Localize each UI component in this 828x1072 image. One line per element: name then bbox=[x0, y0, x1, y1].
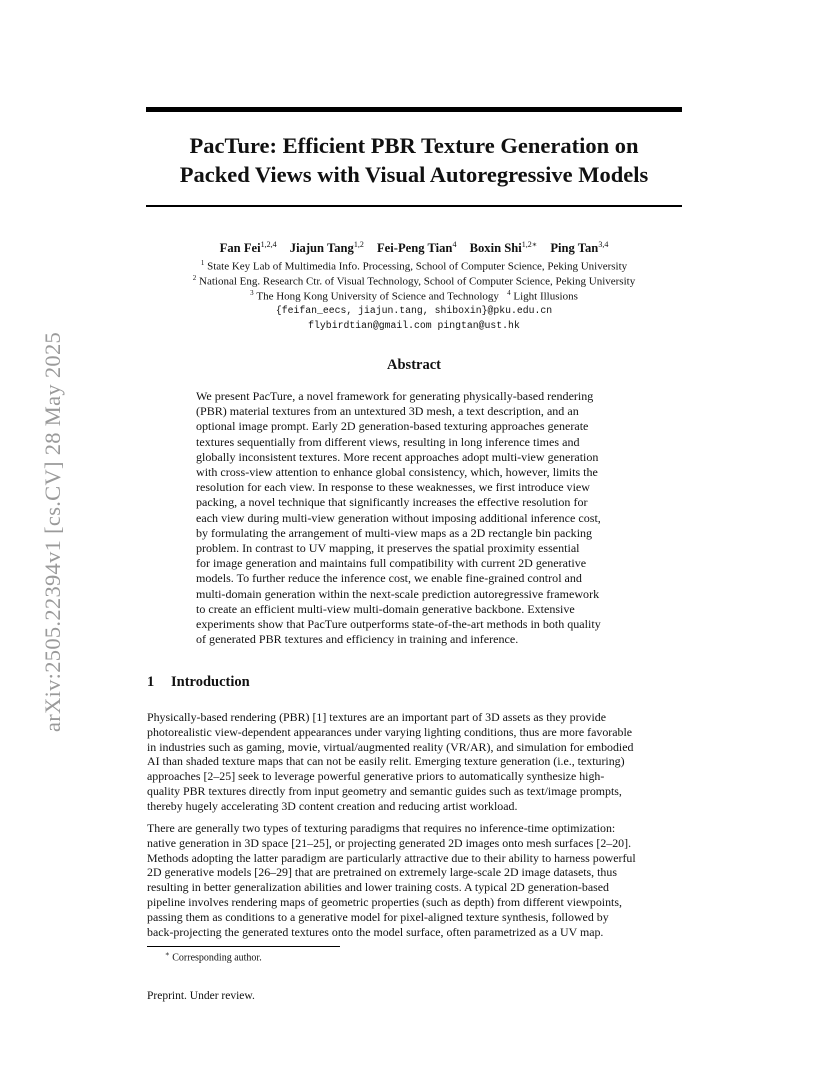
affiliation-3-4: $^3$ The Hong Kong University of Science and Technology $^4$ Light Illusions bbox=[250, 289, 578, 303]
author-emails-line-1: {feifan_eecs, jiajun.tang, shiboxin}@pku.edu.cn bbox=[275, 305, 553, 316]
paragraph-line: Physically-based rendering (PBR) [1] textures are an important part of 3D assets as they provide bbox=[147, 710, 606, 724]
abstract-line: optional image prompt. Early 2D generation-based texturing approaches generate bbox=[196, 419, 589, 434]
title-line-1: PacTure: Efficient PBR Texture Generation on bbox=[189, 133, 639, 158]
abstract-line: each view during multi-view generation without imposing additional inference cost, bbox=[196, 510, 601, 525]
affiliation-1: $^1$ State Key Lab of Multimedia Info. Processing, School of Computer Science, Peking University bbox=[200, 259, 628, 273]
paragraph-line: Methods adopting the latter paradigm are particularly attractive due to their ability to harness powerful bbox=[147, 850, 636, 865]
abstract-line: models. To further reduce the inference cost, we enable fine-grained control and bbox=[196, 571, 582, 586]
title-top-rule bbox=[146, 107, 682, 112]
arxiv-sidebar-stamp: arXiv:2505.22394v1 [cs.CV] 28 May 2025 bbox=[40, 331, 65, 733]
paragraph-line: thereby hugely accelerating 3D content creation and reducing artist workload. bbox=[147, 798, 518, 813]
abstract-line: experiments show that PacTure outperforms state-of-the-art methods in both quality bbox=[196, 617, 601, 632]
paper-title bbox=[146, 131, 682, 189]
author: Fei-Peng Tian$^4$ bbox=[376, 240, 457, 256]
title-bottom-rule bbox=[146, 205, 682, 207]
paragraph-line: AI than shaded texture maps that can not be easily relit. Emerging texture generation (i.e., texturing) bbox=[147, 754, 625, 769]
paragraph-line: passing them as conditions to a generative model for pixel-aligned texture synthesis, followed by bbox=[147, 909, 609, 924]
paragraph-line: photorealistic view-dependent appearances under varying lighting conditions, thus are more favorable bbox=[147, 724, 633, 739]
title-line-2: Packed Views with Visual Autoregressive Models bbox=[179, 162, 649, 187]
abstract-body bbox=[196, 389, 633, 647]
abstract-line: globally inconsistent textures. More recent approaches adopt multi-view generation bbox=[196, 449, 599, 464]
intro-paragraph-2 bbox=[147, 821, 683, 939]
paragraph-line: back-projecting the generated textures onto the model surface, often parametrized as a UV map. bbox=[147, 924, 604, 939]
paragraph-line: quality PBR textures directly from input geometry and semantic guides such as text/image prompts, bbox=[147, 783, 622, 798]
section-heading-introduction bbox=[147, 674, 250, 691]
paragraph-line: in industries such as gaming, movie, virtual/augmented reality (VR/AR), and simulation for embodied bbox=[147, 739, 634, 754]
abstract-line: textures sequentially from different views, resulting in long inference times and bbox=[196, 434, 580, 449]
preprint-note: Preprint. Under review. bbox=[147, 990, 255, 1002]
abstract-heading: Abstract bbox=[387, 357, 441, 373]
abstract-line: of generated PBR textures and efficiency in training and inference. bbox=[196, 632, 519, 647]
abstract-line: packing, a novel technique that significantly increases the effective resolution for bbox=[196, 495, 588, 510]
abstract-line: to create an efficient multi-view multi-domain generative backbone. Extensive bbox=[196, 601, 575, 616]
author-emails-line-2: flybirdtian@gmail.com pingtan@ust.hk bbox=[308, 320, 520, 331]
intro-paragraph-1 bbox=[147, 710, 683, 814]
section-number: 1 bbox=[147, 674, 155, 690]
paragraph-line: approaches [2–25] seek to leverage powerful generative priors to automatically synthesize high- bbox=[147, 769, 605, 784]
author: Jiajun Tang$^{1,2}$ bbox=[289, 240, 364, 256]
author-list bbox=[146, 240, 682, 256]
abstract-line: with cross-view attention to enhance global consistency, which, however, limits the bbox=[196, 465, 598, 480]
abstract-line: We present PacTure, a novel framework for generating physically-based rendering bbox=[196, 389, 594, 403]
abstract-line: multi-domain generation within the next-scale prediction autoregressive framework bbox=[196, 586, 600, 601]
section-title: Introduction bbox=[171, 674, 250, 690]
author: Boxin Shi$^{1,2∗}$ bbox=[469, 240, 538, 256]
abstract-line: for image generation and maintains full compatibility with current 2D generative bbox=[196, 556, 587, 571]
paragraph-line: resulting in better generalization abilities and lower training costs. A typical 2D generation-based bbox=[147, 880, 609, 895]
author: Ping Tan$^{3,4}$ bbox=[550, 240, 609, 256]
affiliation-2: $^2$ National Eng. Research Ctr. of Visual Technology, School of Computer Science, Peking University bbox=[192, 274, 636, 288]
abstract-line: problem. In contrast to UV mapping, it preserves the spatial proximity essential bbox=[196, 541, 580, 556]
paragraph-line: native generation in 3D space [21–25], or projecting generated 2D images onto mesh surfaces [2–20]. bbox=[147, 835, 632, 850]
abstract-line: (PBR) material textures from an untextured 3D mesh, a text description, and an bbox=[196, 404, 579, 419]
paragraph-line: pipeline involves rendering maps of geometric properties (such as depth) from different viewpoints, bbox=[147, 894, 622, 909]
paragraph-line: There are generally two types of texturing paradigms that requires no inference-time optimization: bbox=[147, 821, 616, 835]
footnote: ∗ Corresponding author. bbox=[165, 950, 262, 964]
footnote-rule bbox=[147, 946, 340, 947]
author: Fan Fei$^{1,2,4}$ bbox=[219, 240, 277, 256]
abstract-line: by formulating the arrangement of multi-view maps as a 2D rectangle bin packing bbox=[196, 525, 593, 540]
abstract-line: resolution for each view. In response to these weaknesses, we first introduce view bbox=[196, 480, 590, 495]
paragraph-line: 2D generative models [26–29] that are pretrained on extremely large-scale 2D image datasets, thus bbox=[147, 865, 617, 880]
